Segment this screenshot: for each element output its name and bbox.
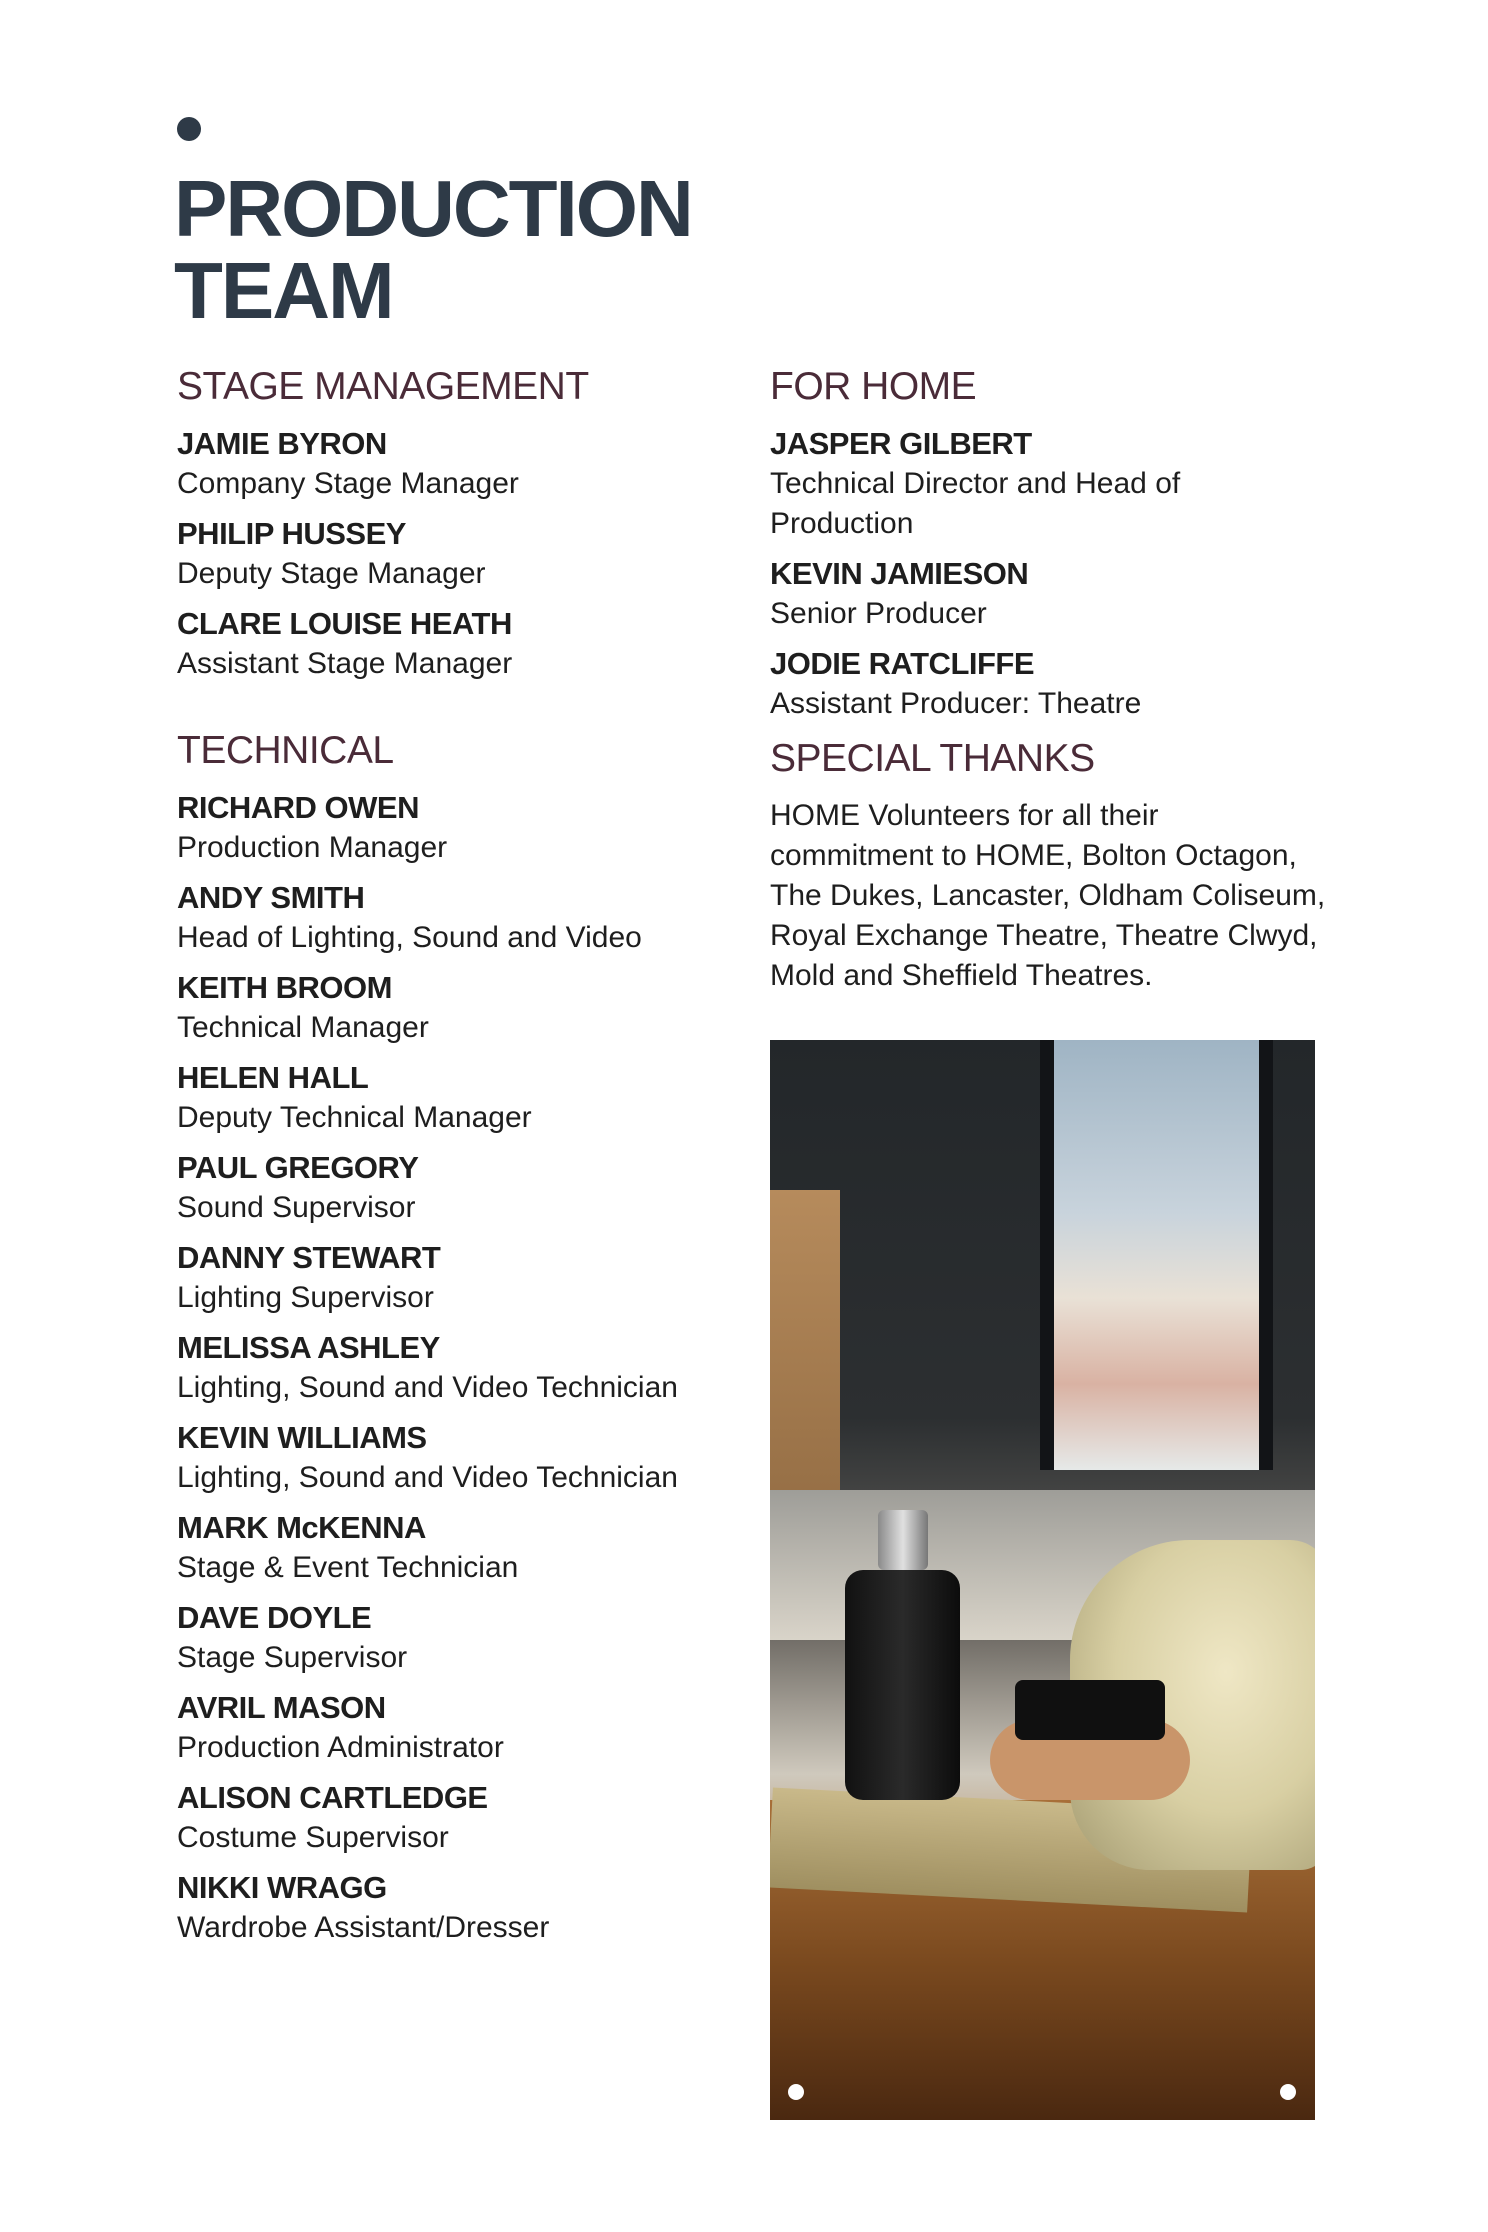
credit-entry — [177, 788, 737, 868]
corner-dot-left — [788, 2084, 804, 2100]
credit-entry — [177, 1328, 737, 1408]
credit-entry — [177, 1058, 737, 1138]
credit-entry — [177, 968, 737, 1048]
person-name: PAUL GREGORY — [177, 1150, 419, 1185]
right-column — [770, 362, 1330, 996]
person-name: DAVE DOYLE — [177, 1600, 372, 1635]
page-title-line-1: PRODUCTION — [174, 164, 692, 253]
person-role: Assistant Producer: Theatre — [770, 687, 1142, 720]
credit-entry — [177, 1688, 737, 1768]
person-name: NIKKI WRAGG — [177, 1870, 387, 1905]
technical-section — [177, 726, 737, 1948]
person-name: PHILIP HUSSEY — [177, 516, 406, 551]
person-role: Production Administrator — [177, 1731, 504, 1764]
page-title-line-2: TEAM — [174, 246, 393, 335]
person-role: Assistant Stage Manager — [177, 647, 513, 680]
credit-entry — [177, 514, 737, 594]
person-role: Production Manager — [177, 831, 448, 864]
credit-entry — [770, 644, 1330, 724]
credit-entry — [177, 1148, 737, 1228]
person-role: Lighting, Sound and Video Technician — [177, 1461, 678, 1494]
person-name: ANDY SMITH — [177, 880, 365, 915]
person-name: DANNY STEWART — [177, 1240, 441, 1275]
photo-brush-bristles — [1015, 1680, 1165, 1740]
credit-entry — [177, 1598, 737, 1678]
person-role: Technical Director and Head of Production — [770, 467, 1181, 540]
credit-entry — [770, 424, 1330, 544]
credit-entry — [177, 604, 737, 684]
page-title — [174, 164, 692, 335]
technical-heading: TECHNICAL — [177, 729, 394, 772]
person-role: Sound Supervisor — [177, 1191, 416, 1224]
credit-entry — [177, 1238, 737, 1318]
person-role: Stage Supervisor — [177, 1641, 408, 1674]
credit-entry — [177, 1418, 737, 1498]
left-column — [177, 362, 737, 1958]
person-name: MELISSA ASHLEY — [177, 1330, 440, 1365]
person-name: MARK McKENNA — [177, 1510, 426, 1545]
credit-entry — [177, 1508, 737, 1588]
for-home-heading: FOR HOME — [770, 365, 977, 408]
person-name: KEVIN JAMIESON — [770, 556, 1029, 591]
person-role: Lighting, Sound and Video Technician — [177, 1371, 678, 1404]
person-role: Deputy Stage Manager — [177, 557, 486, 590]
person-name: KEITH BROOM — [177, 970, 392, 1005]
person-role: Senior Producer — [770, 597, 987, 630]
special-thanks-text: HOME Volunteers for all their commitment to HOME, Bolton Octagon, The Dukes, Lancaster, Oldham Coliseum, Royal Exchange Theatre, Theatre Clwyd, Mold and Sheffield Theatres. — [770, 799, 1326, 992]
person-role: Wardrobe Assistant/Dresser — [177, 1911, 550, 1944]
person-role: Technical Manager — [177, 1011, 429, 1044]
credit-entry — [177, 424, 737, 504]
person-role: Head of Lighting, Sound and Video — [177, 921, 642, 954]
photo-perfume-bottle — [845, 1570, 960, 1800]
corner-dot-right — [1280, 2084, 1296, 2100]
person-name: AVRIL MASON — [177, 1690, 386, 1725]
credit-entry — [177, 1778, 737, 1858]
stage-management-heading: STAGE MANAGEMENT — [177, 365, 589, 408]
special-thanks-heading: SPECIAL THANKS — [770, 737, 1095, 780]
person-role: Deputy Technical Manager — [177, 1101, 532, 1134]
credit-entry — [177, 1868, 737, 1948]
photo-perfume-cap — [878, 1510, 928, 1570]
special-thanks-section — [770, 734, 1330, 996]
person-role: Costume Supervisor — [177, 1821, 449, 1854]
person-name: KEVIN WILLIAMS — [177, 1420, 427, 1455]
stage-management-section — [177, 362, 737, 684]
person-name: HELEN HALL — [177, 1060, 369, 1095]
person-name: CLARE LOUISE HEATH — [177, 606, 512, 641]
photo-window — [1040, 1040, 1273, 1470]
props-photo — [770, 1040, 1315, 2120]
credit-entry — [177, 878, 737, 958]
for-home-section — [770, 362, 1330, 724]
person-name: RICHARD OWEN — [177, 790, 419, 825]
section-spacer — [177, 694, 737, 726]
title-bullet-dot — [177, 117, 201, 141]
person-name: ALISON CARTLEDGE — [177, 1780, 488, 1815]
person-role: Lighting Supervisor — [177, 1281, 434, 1314]
person-name: JASPER GILBERT — [770, 426, 1032, 461]
person-role: Company Stage Manager — [177, 467, 519, 500]
person-name: JAMIE BYRON — [177, 426, 387, 461]
person-role: Stage & Event Technician — [177, 1551, 519, 1584]
credit-entry — [770, 554, 1330, 634]
person-name: JODIE RATCLIFFE — [770, 646, 1035, 681]
